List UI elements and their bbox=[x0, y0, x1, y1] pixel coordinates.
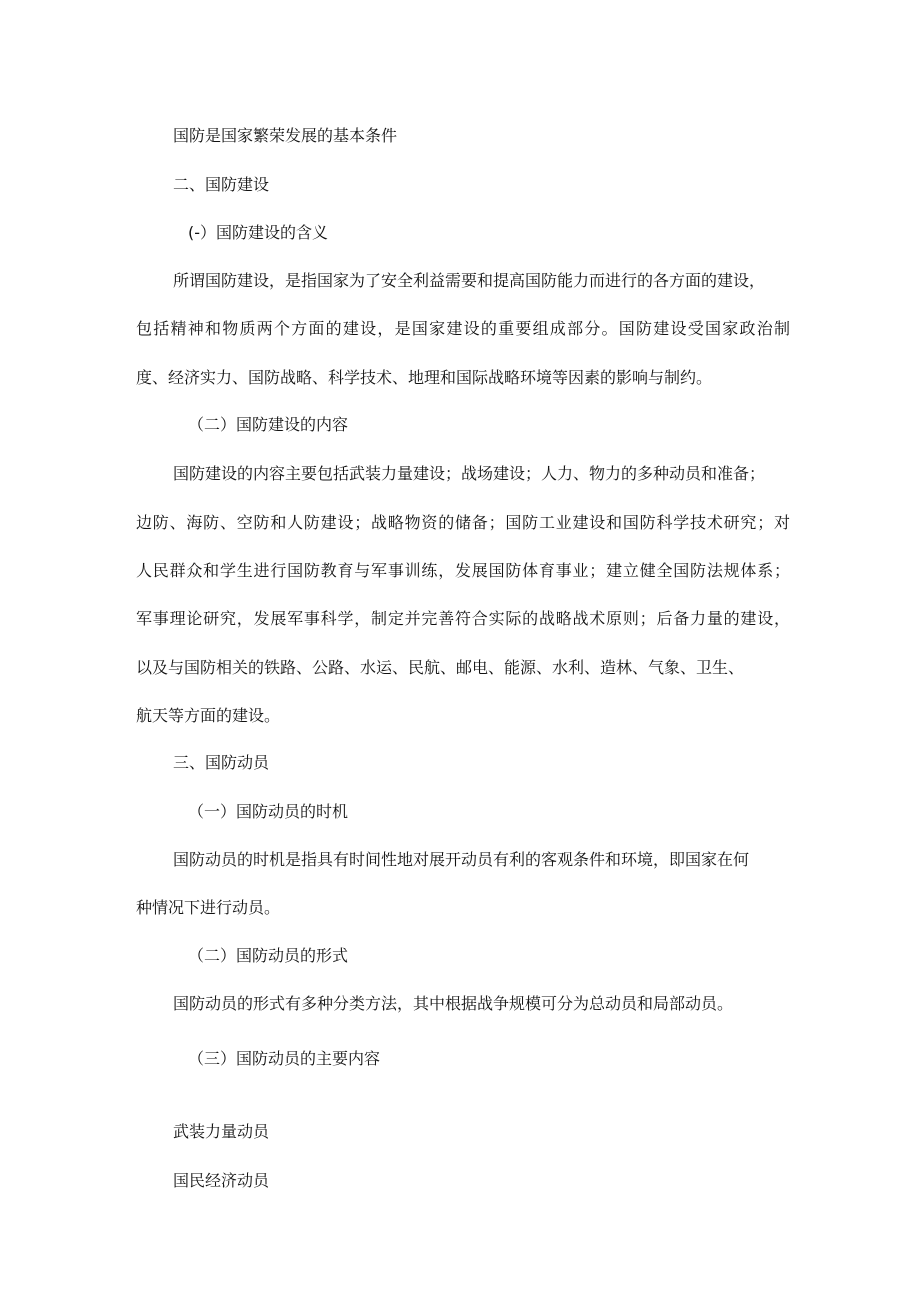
subsection-heading-content: （二）国防建设的内容 bbox=[188, 415, 349, 434]
intro-line: 国防是国家繁荣发展的基本条件 bbox=[173, 126, 398, 145]
paragraph-line: 度、经济实力、国防战略、科学技术、地理和国际战略环境等因素的影响与制约。 bbox=[136, 368, 713, 387]
list-item: 武装力量动员 bbox=[173, 1122, 270, 1141]
section-heading-national-defense-mobilization: 三、国防动员 bbox=[173, 753, 270, 772]
paragraph-line: 航天等方面的建设。 bbox=[136, 706, 281, 725]
paragraph-line: 军事理论研究，发展军事科学，制定并完善符合实际的战略战术原则；后备力量的建设， bbox=[136, 609, 790, 628]
subsection-heading-meaning: (-）国防建设的含义 bbox=[188, 223, 329, 242]
paragraph-line: 边防、海防、空防和人防建设；战略物资的储备；国防工业建设和国防科学技术研究；对 bbox=[136, 513, 790, 532]
paragraph-line: 国防建设的内容主要包括武装力量建设；战场建设；人力、物力的多种动员和准备； bbox=[173, 464, 766, 483]
paragraph-line: 以及与国防相关的铁路、公路、水运、民航、邮电、能源、水利、造林、气象、卫生、 bbox=[136, 658, 745, 677]
paragraph-line: 国防动员的时机是指具有时间性地对展开动员有利的客观条件和环境，即国家在何 bbox=[173, 850, 750, 869]
section-heading-national-defense-construction: 二、国防建设 bbox=[173, 175, 270, 194]
paragraph-line: 种情况下进行动员。 bbox=[136, 898, 281, 917]
subsection-heading-main-content: （三）国防动员的主要内容 bbox=[188, 1049, 381, 1068]
paragraph-line: 国防动员的形式有多种分类方法，其中根据战争规模可分为总动员和局部动员。 bbox=[173, 994, 734, 1013]
paragraph-line: 人民群众和学生进行国防教育与军事训练，发展国防体育事业；建立健全国防法规体系； bbox=[136, 561, 790, 580]
paragraph-line: 包括精神和物质两个方面的建设，是国家建设的重要组成部分。国防建设受国家政治制 bbox=[136, 319, 790, 338]
subsection-heading-forms: （二）国防动员的形式 bbox=[188, 946, 349, 965]
paragraph-line: 所谓国防建设，是指国家为了安全利益需要和提高国防能力而进行的各方面的建设， bbox=[173, 271, 766, 290]
subsection-heading-timing: （一）国防动员的时机 bbox=[188, 802, 349, 821]
list-item: 国民经济动员 bbox=[173, 1171, 270, 1190]
